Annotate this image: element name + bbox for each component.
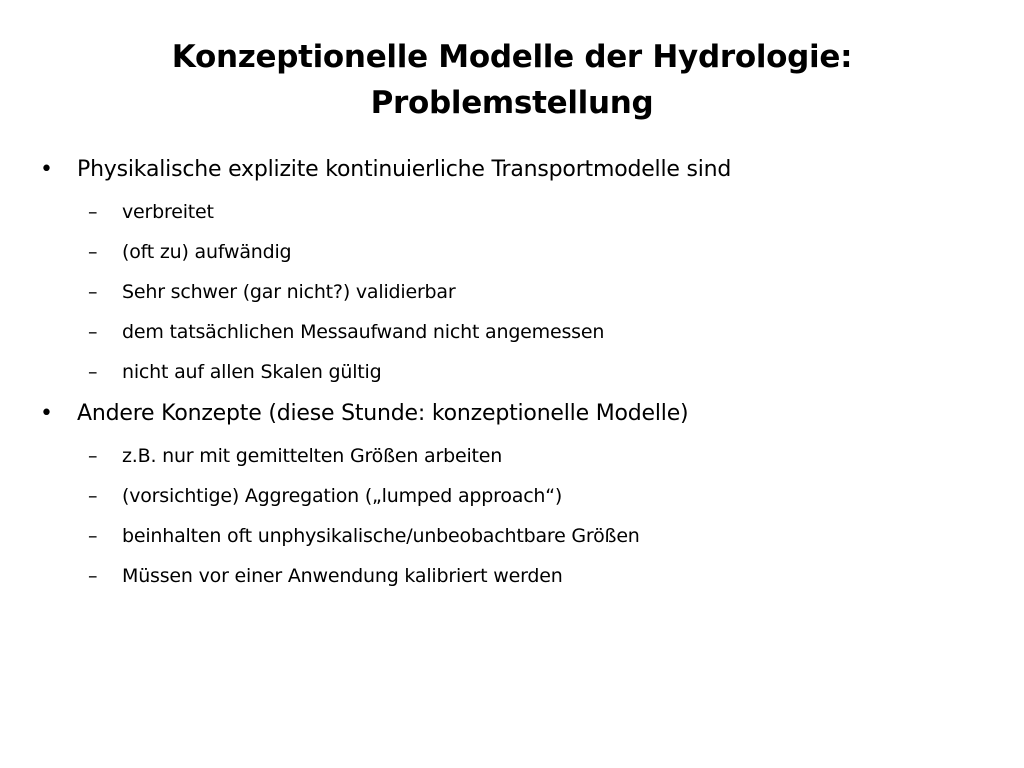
sub-item (0, 197, 1024, 227)
bullet-item (0, 397, 1024, 431)
sub-item-marker: – (88, 241, 98, 263)
sub-item-marker: – (88, 485, 98, 507)
sub-item-marker: – (88, 445, 98, 467)
sub-item (0, 561, 1024, 591)
sub-item (0, 521, 1024, 551)
sub-item-marker: – (88, 565, 98, 587)
sub-item-text: verbreitet (122, 201, 214, 223)
sub-item-marker: – (88, 525, 98, 547)
sub-item (0, 441, 1024, 471)
bullet-marker: • (40, 401, 53, 426)
sub-item-marker: – (88, 321, 98, 343)
sub-item-text: (oft zu) aufwändig (122, 241, 292, 263)
sub-item-marker: – (88, 281, 98, 303)
sub-item-text: Sehr schwer (gar nicht?) validierbar (122, 281, 456, 303)
sub-item-text: beinhalten oft unphysikalische/unbeobachtbare Größen (122, 525, 640, 547)
bullet-text: Physikalische explizite kontinuierliche Transportmodelle sind (77, 157, 732, 182)
sub-item-text: Müssen vor einer Anwendung kalibriert werden (122, 565, 563, 587)
bullet-text: Andere Konzepte (diese Stunde: konzeptionelle Modelle) (77, 401, 689, 426)
sub-item (0, 317, 1024, 347)
bullet-item (0, 153, 1024, 187)
sub-item-text: dem tatsächlichen Messaufwand nicht angemessen (122, 321, 605, 343)
sub-item-text: nicht auf allen Skalen gültig (122, 361, 382, 383)
sub-item (0, 481, 1024, 511)
bullet-marker: • (40, 157, 53, 182)
sub-item-text: (vorsichtige) Aggregation („lumped approach“) (122, 485, 563, 507)
sub-item (0, 277, 1024, 307)
sub-item-marker: – (88, 361, 98, 383)
slide-title-line-1: Konzeptionelle Modelle der Hydrologie: (171, 39, 853, 75)
sub-item-marker: – (88, 201, 98, 223)
sub-item (0, 357, 1024, 387)
slide-title-line-2: Problemstellung (370, 85, 654, 121)
sub-item-text: z.B. nur mit gemittelten Größen arbeiten (122, 445, 503, 467)
sub-item (0, 237, 1024, 267)
